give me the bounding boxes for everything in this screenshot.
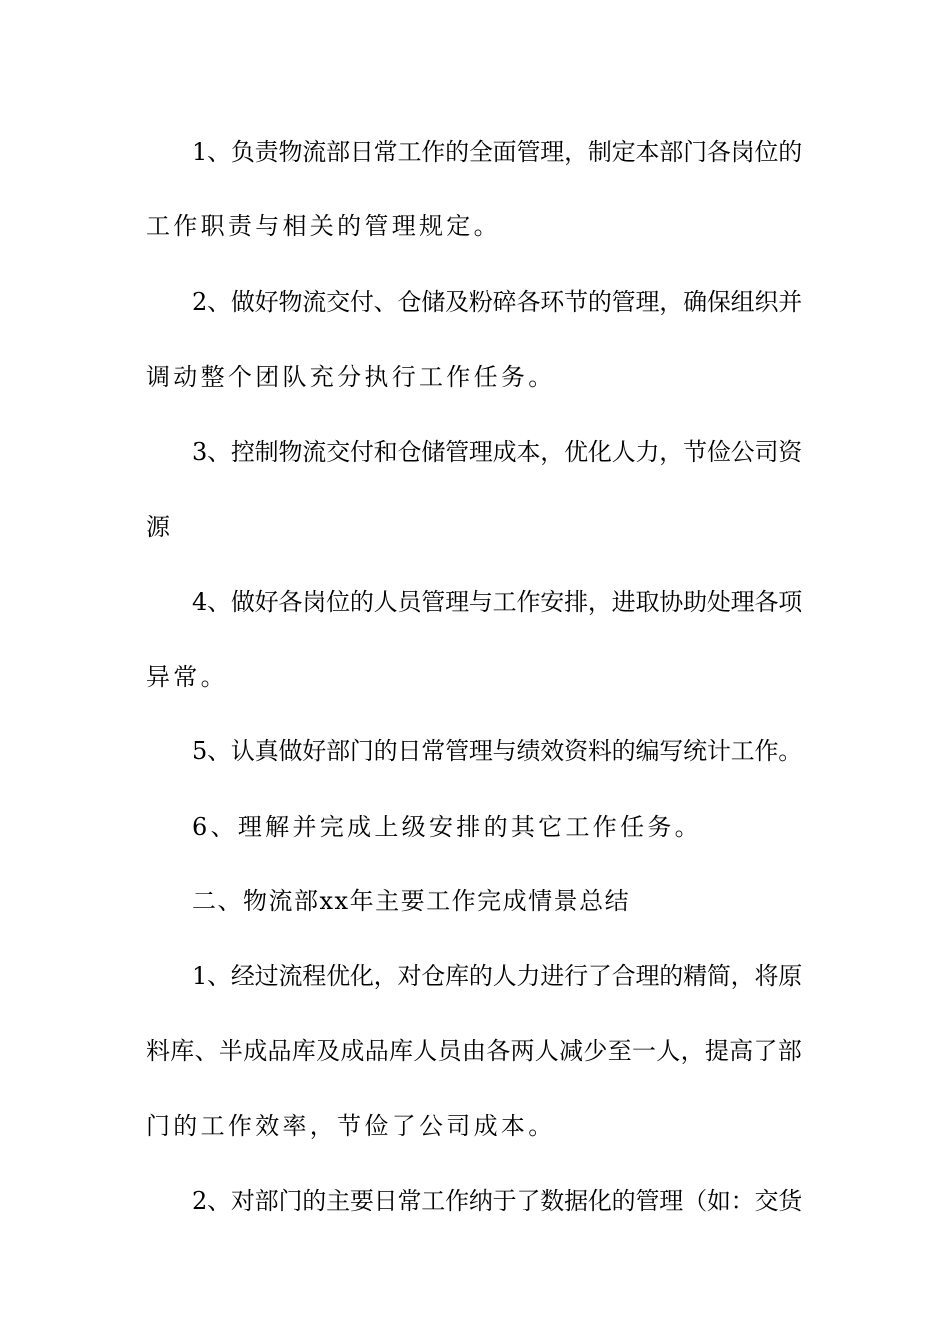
paragraph-4-line-2: 异常。 (146, 663, 228, 691)
paragraph-5: 5、认真做好部门的日常管理与绩效资料的编写统计工作。 (192, 737, 803, 765)
paragraph-1-line-2: 工作职责与相关的管理规定。 (146, 212, 501, 240)
paragraph-7-line-3: 门的工作效率，节俭了公司成本。 (146, 1112, 556, 1140)
paragraph-1-line-1: 1、负责物流部日常工作的全面管理，制定本部门各岗位的 (192, 138, 803, 166)
section-heading: 二、物流部xx年主要工作完成情景总结 (192, 887, 631, 915)
paragraph-3-line-1: 3、控制物流交付和仓储管理成本，优化人力，节俭公司资 (192, 438, 803, 466)
paragraph-7-line-1: 1、经过流程优化，对仓库的人力进行了合理的精简，将原 (192, 962, 803, 990)
paragraph-3-line-2: 源 (146, 513, 174, 541)
paragraph-8-line-1: 2、对部门的主要日常工作纳于了数据化的管理（如：交货 (192, 1187, 803, 1215)
paragraph-2-line-2: 调动整个团队充分执行工作任务。 (146, 363, 556, 391)
paragraph-4-line-1: 4、做好各岗位的人员管理与工作安排，进取协助处理各项 (192, 588, 803, 616)
paragraph-2-line-1: 2、做好物流交付、仓储及粉碎各环节的管理，确保组织并 (192, 288, 803, 316)
paragraph-7-line-2: 料库、半成品库及成品库人员由各两人减少至一人，提高了部 (146, 1037, 803, 1065)
paragraph-6: 6、理解并完成上级安排的其它工作任务。 (192, 813, 702, 841)
